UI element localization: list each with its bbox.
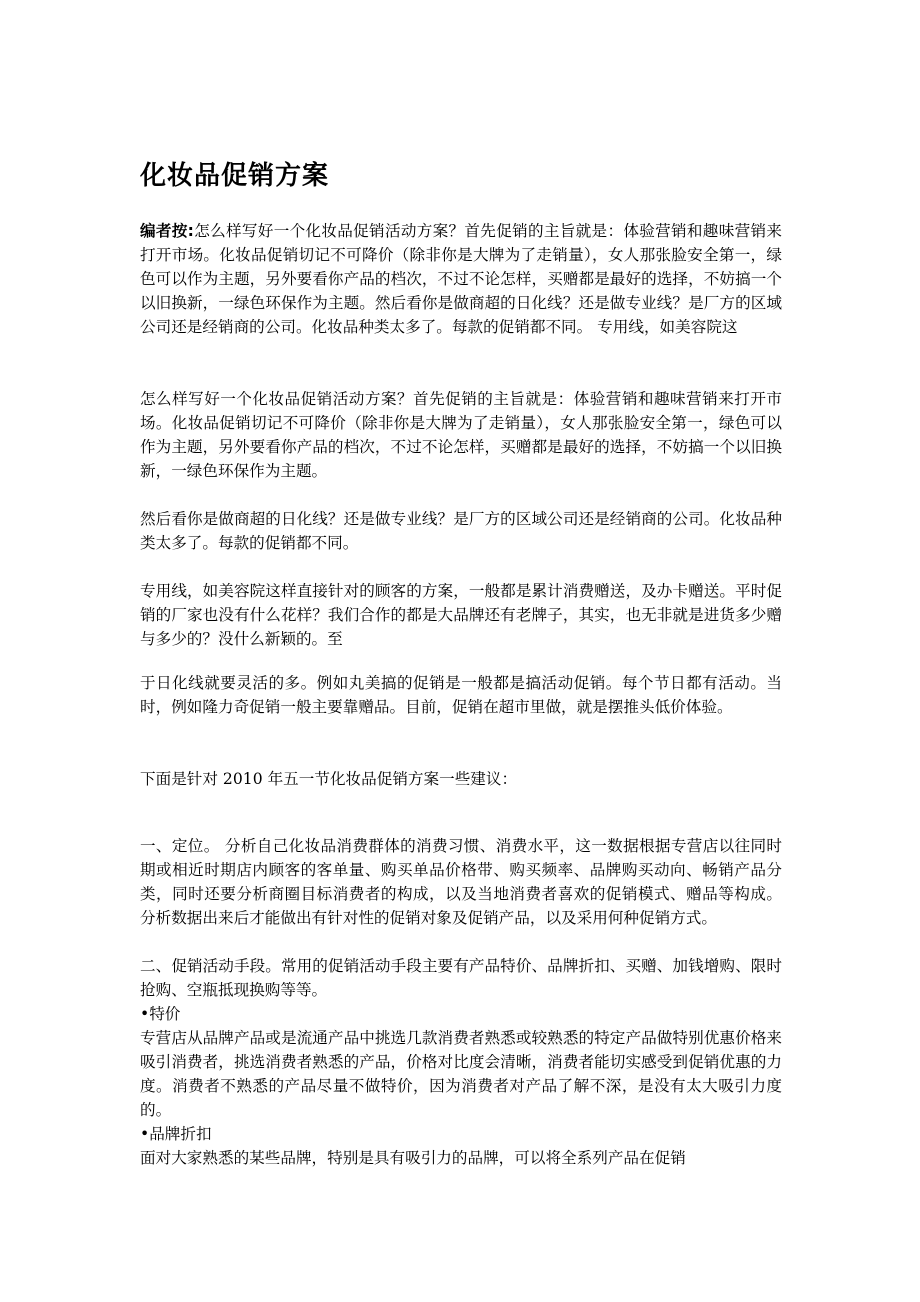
section-promotion-methods: 二、促销活动手段。常用的促销活动手段主要有产品特价、品牌折扣、买赠、加钱增购、限时抢购、空瓶抵现换购等等。: [140, 957, 782, 999]
bullet-special-price-title: •特价: [140, 1005, 181, 1023]
editor-note-label: 编者按:: [140, 222, 194, 240]
bullet-special-price-text: 专营店从品牌产品或是流通产品中挑选几款消费者熟悉或较熟悉的特定产品做特别优惠价格来吸引消费者，挑选消费者熟悉的产品，价格对比度会清晰，消费者能切实感受到促销优惠的力度。消费者不熟悉的产品尽量不做特价，因为消费者对产品了解不深，是没有太大吸引力度的。: [140, 1029, 782, 1119]
paragraph-4: 于日化线就要灵活的多。例如丸美搞的促销是一般都是搞活动促销。每个节日都有活动。当时，例如隆力奇促销一般主要靠赠品。目前，促销在超市里做，就是摆推头低价体验。: [140, 674, 782, 716]
bullet-brand-discount-text: 面对大家熟悉的某些品牌，特别是具有吸引力的品牌，可以将全系列产品在促销: [140, 1149, 686, 1167]
paragraph-1: 怎么样写好一个化妆品促销活动方案？首先促销的主旨就是：体验营销和趣味营销来打开市场。化妆品促销切记不可降价（除非你是大牌为了走销量），女人那张脸安全第一，绿色可以作为主题，另外要看你产品的档次，不过不论怎样，买赠都是最好的选择，不妨搞一个以旧换新，一绿色环保作为主题。: [140, 390, 782, 480]
paragraph-3: 专用线，如美容院这样直接针对的顾客的方案，一般都是累计消费赠送，及办卡赠送。平时促销的厂家也没有什么花样？我们合作的都是大品牌还有老牌子，其实，也无非就是进货多少赠与多少的？没什么新颖的。至: [140, 582, 782, 648]
editor-note-text: 怎么样写好一个化妆品促销活动方案？首先促销的主旨就是：体验营销和趣味营销来打开市场。化妆品促销切记不可降价（除非你是大牌为了走销量），女人那张脸安全第一，绿色可以作为主题，另外要看你产品的档次，不过不论怎样，买赠都是最好的选择，不妨搞一个以旧换新，一绿色环保作为主题。然后看你是做商超的日化线？还是做专业线？是厂方的区域公司还是经销商的公司。化妆品种类太多了。每款的促销都不同。 专用线，如美容院这: [140, 222, 782, 336]
editor-note: [140, 219, 782, 339]
paragraph-5: 下面是针对 2010 年五一节化妆品促销方案一些建议：: [140, 770, 518, 788]
document-title: 化妆品促销方案: [140, 161, 330, 191]
paragraph-2: 然后看你是做商超的日化线？还是做专业线？是厂方的区域公司还是经销商的公司。化妆品种类太多了。每款的促销都不同。: [140, 510, 782, 552]
section-positioning: 一、定位。 分析自己化妆品消费群体的消费习惯、消费水平，这一数据根据专营店以往同时期或相近时期店内顾客的客单量、购买单品价格带、购买频率、品牌购买动向、畅销产品分类，同时还要分析商圈目标消费者的构成，以及当地消费者喜欢的促销模式、赠品等构成。 分析数据出来后才能做出有针对性的促销对象及促销产品，以及采用何种促销方式。: [140, 837, 782, 927]
bullet-brand-discount-title: •品牌折扣: [140, 1125, 212, 1143]
